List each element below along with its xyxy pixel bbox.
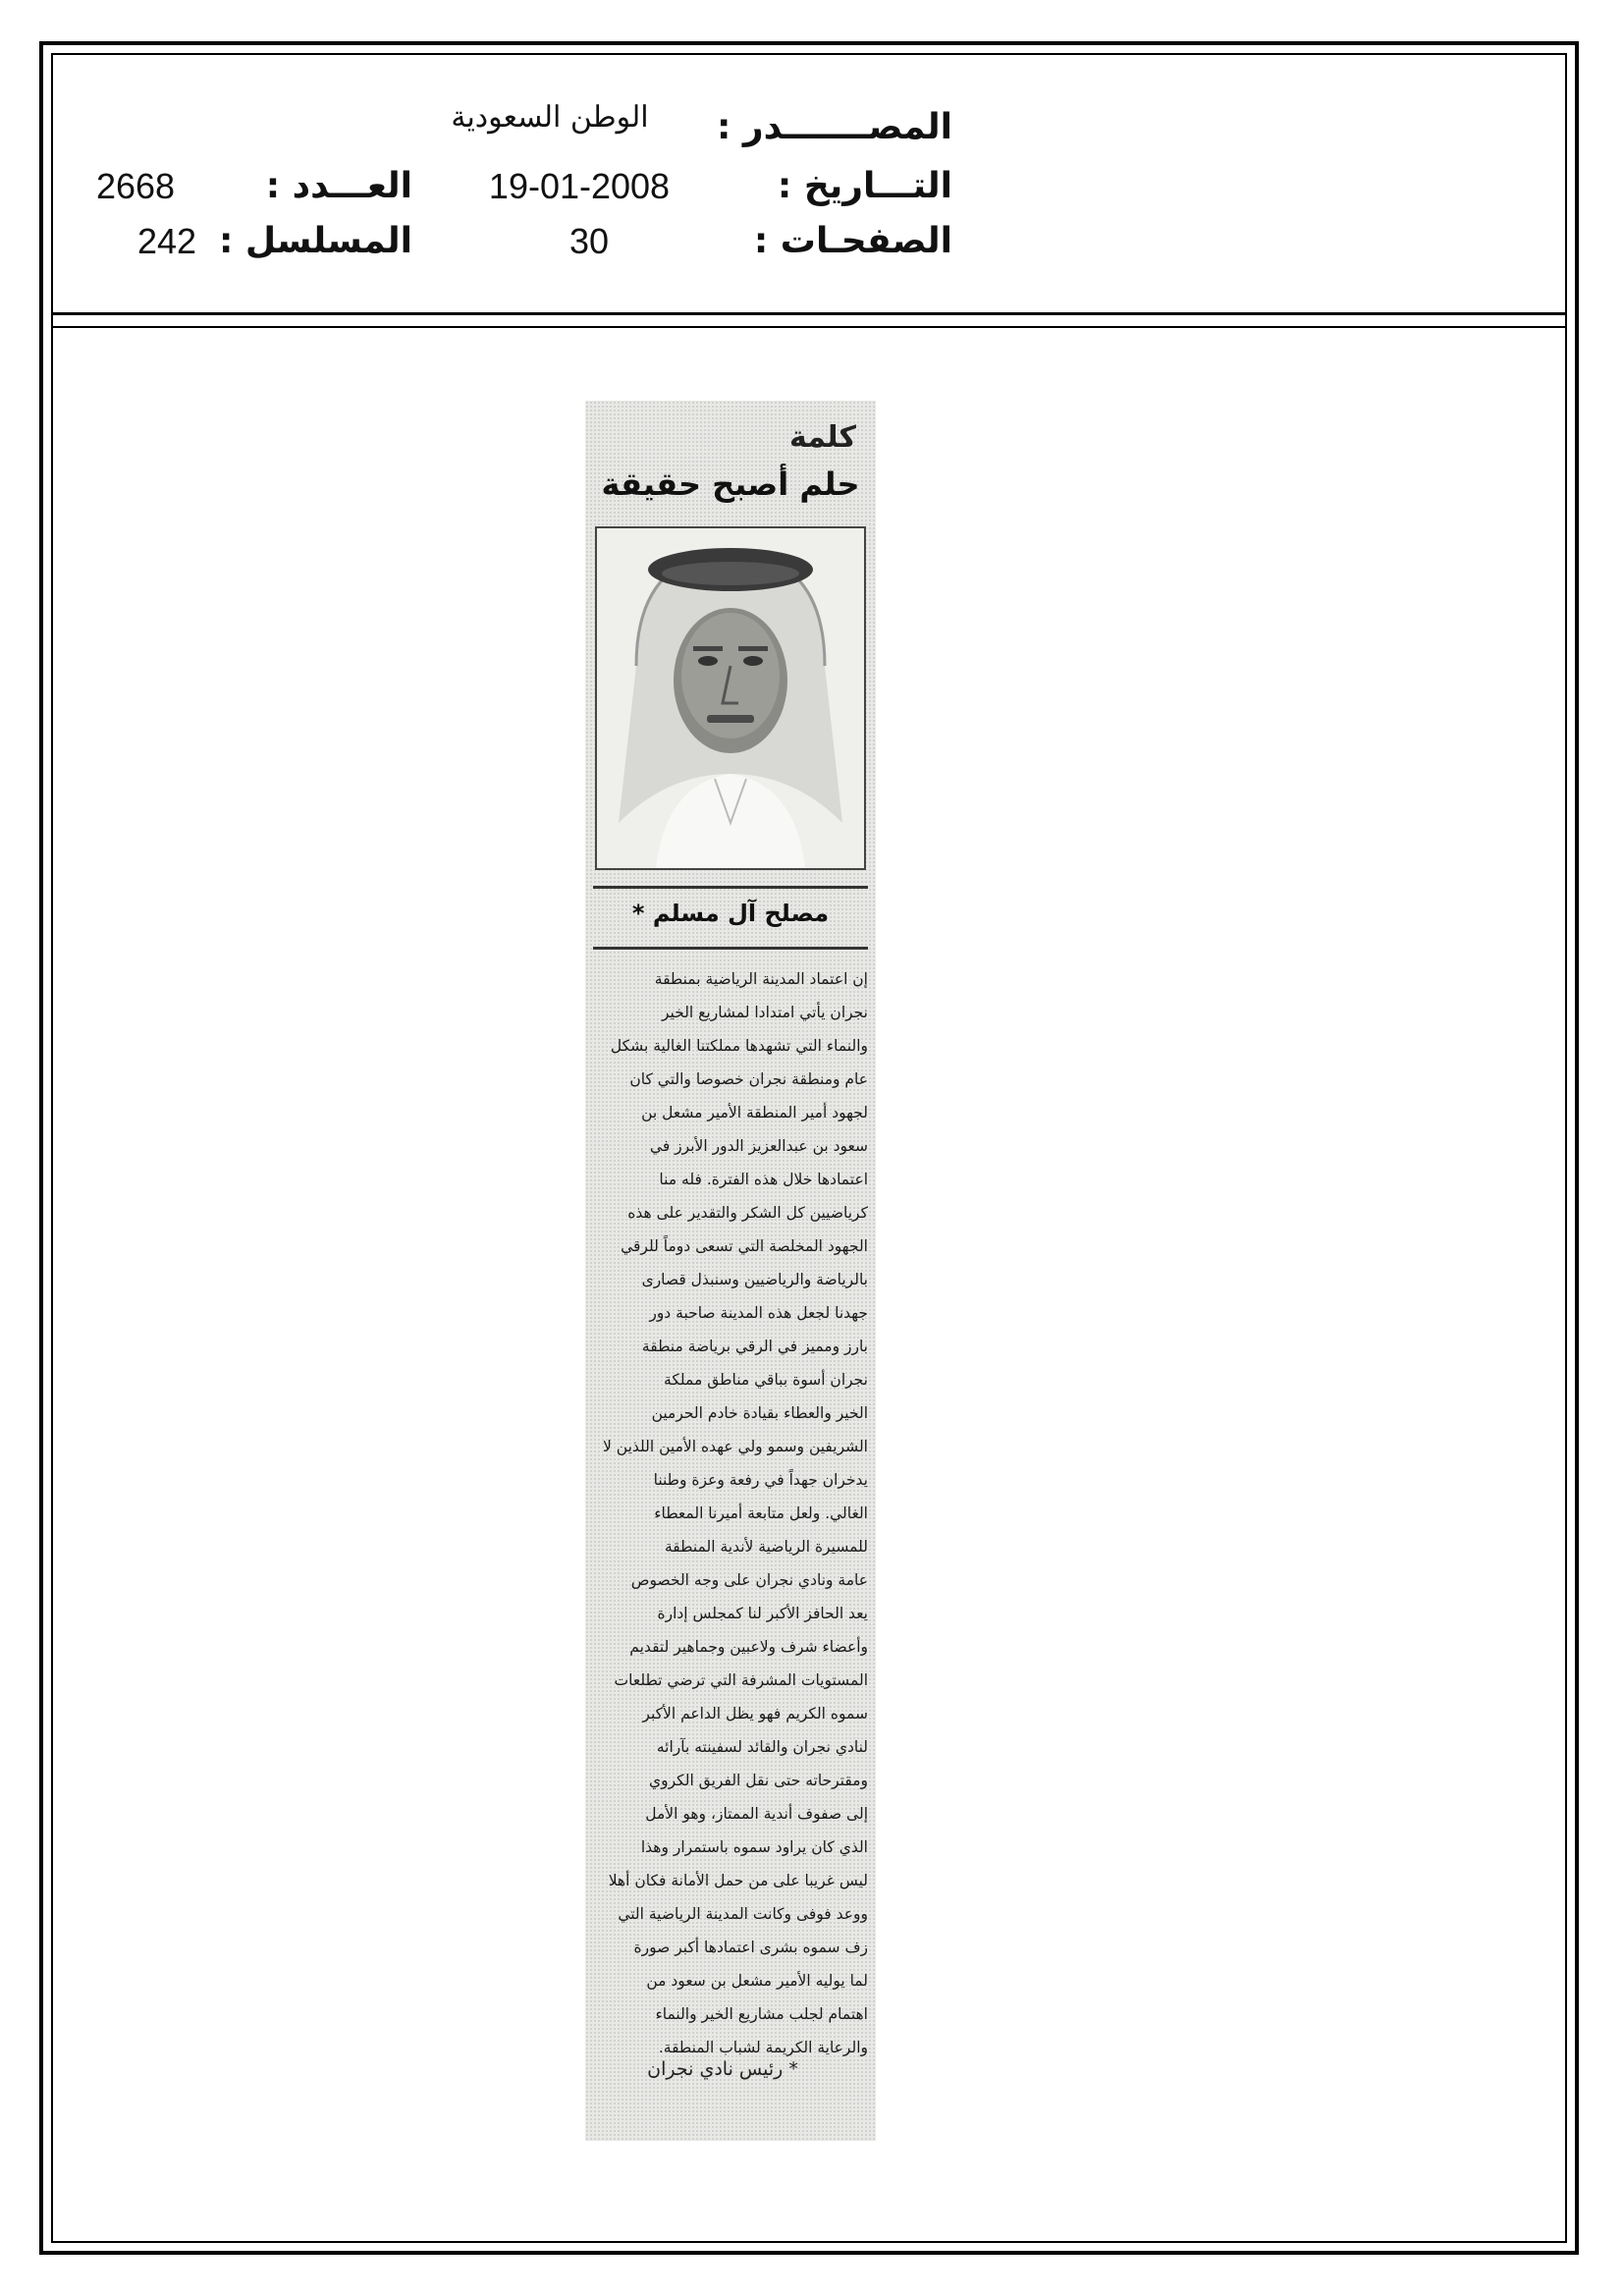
body-line: اهتمام لجلب مشاريع الخير والنماء: [655, 2005, 868, 2023]
body-line: إن اعتماد المدينة الرياضية بمنطقة: [654, 970, 868, 988]
body-line: جهدنا لجعل هذه المدينة صاحبة دور: [649, 1304, 868, 1322]
source-label: المصـــــــدر :: [716, 107, 952, 147]
author-photo: [595, 526, 866, 870]
header-divider: [51, 312, 1567, 315]
issue-value: 2668: [95, 166, 176, 206]
body-line: لجهود أمير المنطقة الأمير مشعل بن: [641, 1104, 868, 1121]
body-line: يعد الحافز الأكبر لنا كمجلس إدارة: [657, 1605, 868, 1622]
author-name: مصلح آل مسلم *: [631, 900, 830, 927]
date-label: التـــاريخ :: [777, 166, 952, 206]
pages-value: 30: [568, 221, 610, 261]
body-line: بارز ومميز في الرقي برياضة منطقة: [641, 1338, 868, 1355]
body-line: اعتمادها خلال هذه الفترة. فله منا: [659, 1171, 868, 1188]
body-line: عامة ونادي نجران على وجه الخصوص: [630, 1571, 868, 1589]
column-kicker: كلمة: [789, 420, 856, 455]
body-line: للمسيرة الرياضية لأندية المنطقة: [665, 1538, 868, 1556]
body-line: نجران أسوة بباقي مناطق مملكة: [664, 1371, 868, 1389]
author-rule-bottom: [593, 947, 868, 950]
body-line: كرياضيين كل الشكر والتقدير على هذه: [627, 1204, 868, 1222]
body-line: الخير والعطاء بقيادة خادم الحرمين: [651, 1404, 868, 1422]
body-line: ليس غريبا على من حمل الأمانة فكان أهلا: [608, 1872, 868, 1889]
author-credit: * رئيس نادي نجران: [647, 2058, 798, 2080]
body-line: ووعد فوفى وكانت المدينة الرياضية التي: [618, 1905, 868, 1923]
header-divider-inner: [51, 326, 1567, 328]
body-line: المستويات المشرفة التي ترضي تطلعات: [614, 1671, 868, 1689]
article-title: حلم أصبح حقيقة: [601, 465, 860, 503]
body-line: الذي كان يراود سموه باستمرار وهذا: [640, 1838, 868, 1856]
body-line: سموه الكريم فهو يظل الداعم الأكبر: [642, 1705, 868, 1722]
body-line: لما يوليه الأمير مشعل بن سعود من: [646, 1972, 868, 1990]
body-line: لنادي نجران والقائد لسفينته بآرائه: [656, 1738, 868, 1756]
serial-value: 242: [136, 221, 197, 261]
issue-label: العـــدد :: [265, 166, 412, 206]
author-rule-top: [593, 886, 868, 889]
date-value: 19-01-2008: [488, 166, 671, 206]
body-line: عام ومنطقة نجران خصوصا والتي كان: [629, 1070, 868, 1088]
body-line: سعود بن عبدالعزيز الدور الأبرز في: [649, 1137, 868, 1155]
body-line: والنماء التي تشهدها مملكتنا الغالية بشكل: [610, 1037, 868, 1055]
newspaper-clipping: [585, 401, 876, 2141]
pages-label: الصفحـات :: [753, 221, 952, 261]
article-body: [593, 962, 868, 2064]
body-line: الغالي. ولعل متابعة أميرنا المعطاء: [654, 1504, 868, 1522]
body-line: نجران يأتي امتدادا لمشاريع الخير: [661, 1004, 868, 1021]
body-line: يدخران جهداً في رفعة وعزة وطننا: [653, 1471, 868, 1489]
serial-label: المسلسل :: [218, 221, 412, 261]
body-line: الشريفين وسمو ولي عهده الأمين اللذين لا: [603, 1438, 868, 1455]
body-line: وأعضاء شرف ولاعبين وجماهير لتقديم: [629, 1638, 868, 1656]
body-line: إلى صفوف أندية الممتاز، وهو الأمل: [645, 1805, 868, 1823]
body-line: والرعاية الكريمة لشباب المنطقة.: [658, 2039, 868, 2056]
author-portrait-image: [597, 528, 864, 868]
body-line: زف سموه بشرى اعتمادها أكبر صورة: [633, 1939, 868, 1956]
body-line: ومقترحاته حتى نقل الفريق الكروي: [649, 1772, 868, 1789]
body-line: بالرياضة والرياضيين وسنبذل قصارى: [641, 1271, 868, 1288]
body-line: الجهود المخلصة التي تسعى دوماً للرقي: [621, 1237, 868, 1255]
source-value: الوطن السعودية: [451, 100, 649, 135]
